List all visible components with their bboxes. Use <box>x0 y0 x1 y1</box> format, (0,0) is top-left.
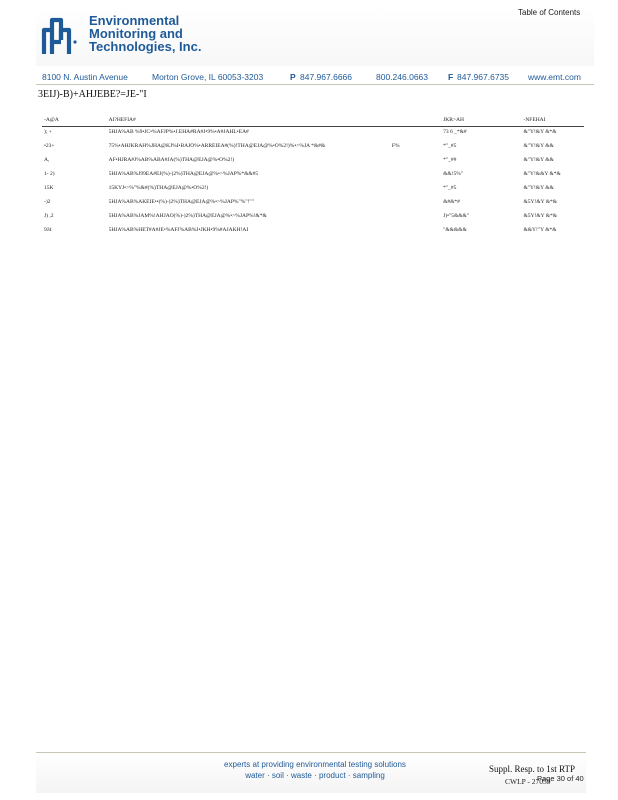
table-cell <box>390 183 441 197</box>
table-row <box>42 225 584 239</box>
tollfree-number: 800.246.0663 <box>376 72 428 82</box>
table-cell <box>390 225 441 239</box>
table-cell <box>390 169 441 183</box>
footer-divider <box>36 752 586 753</box>
bates-stamp: Suppl. Resp. to 1st RTP <box>489 764 575 774</box>
column-header <box>390 115 441 127</box>
table-cell: 5HJA%AB%HET#A#JE•%AFJ%AB%J•JKH•9%#AJAKH!AI <box>108 227 249 233</box>
table-cell: &5Y!&Y &*& <box>523 213 558 219</box>
table-cell: J)•"5&&&" <box>443 213 470 219</box>
table-cell: 1- 2) <box>44 171 55 177</box>
table-cell: -)2 <box>44 199 51 205</box>
company-name <box>89 14 201 53</box>
case-id-stamp: CWLP - 27059 <box>505 777 551 786</box>
table-cell <box>390 155 441 169</box>
table-row <box>42 141 584 155</box>
table-cell: &5Y!&Y &*& <box>523 199 558 205</box>
table-cell: *"_#5 <box>443 185 457 191</box>
table-cell <box>390 197 441 211</box>
page-number: Page 30 of 40 <box>537 774 584 783</box>
table-row <box>42 127 584 142</box>
table-cell: F% <box>391 143 400 149</box>
table-row <box>42 197 584 211</box>
table-cell: "&&&&& <box>443 227 467 233</box>
table-cell: 73 6 _*&# <box>443 129 467 135</box>
table-cell: &"Y!&Y &*& <box>523 129 557 135</box>
table-cell: &"Y!&Y && <box>523 157 554 163</box>
table-header-row <box>42 115 584 127</box>
table-of-contents-link[interactable]: Table of Contents <box>518 8 581 17</box>
table-cell: 15K <box>44 185 54 191</box>
table-cell: &#&*# <box>443 199 460 205</box>
emt-logo-icon <box>40 16 80 56</box>
table-cell: •23+ <box>44 143 55 149</box>
table-row <box>42 155 584 169</box>
table-cell: 5HJA%AB%JAM%!AHJAO(%)-)2%)THA@EJA@%•>%JAP%!&*& <box>108 213 267 219</box>
company-name-line-2: Monitoring and <box>89 26 183 41</box>
phone-number: 847.967.6666 <box>300 72 352 82</box>
table-cell: 9J4 <box>44 227 52 233</box>
column-header: JKR>AH <box>441 115 521 127</box>
table-cell: 75%•AHJKRAH%JHA@KJ%I•BAJO%•ARREIEA#(%)!THA@EJA@%•O%2!)%•>%JA *&#& <box>108 143 326 149</box>
table-cell: &"Y!&Y && <box>523 143 554 149</box>
table-cell: &&!5%" <box>443 171 464 177</box>
table-row <box>42 211 584 225</box>
phone-label: P <box>290 72 296 82</box>
fax-number: 847.967.6735 <box>457 72 509 82</box>
table-cell: A, <box>44 157 50 163</box>
table-row <box>42 183 584 197</box>
column-header: -NFEHAI <box>521 115 584 127</box>
column-header: AI?HEFIA# <box>107 115 390 127</box>
city-address: Morton Grove, IL 60053-3203 <box>152 72 264 82</box>
table-row <box>42 169 584 183</box>
footer-services: water · soil · waste · product · sampling <box>245 771 385 780</box>
company-name-line-1: Environmental <box>89 13 180 28</box>
fax-label: F <box>448 72 454 82</box>
table-cell: 5HJA%AB %9•JC•%AFJP%•J.EHA#RA#J•9%•A#JAHL•EA# <box>108 129 249 135</box>
table-cell: 15KYJ•>%"%&#(%)THA@EJA@%•O%2!) <box>108 185 209 191</box>
address-bar <box>36 66 594 85</box>
results-table <box>42 115 584 239</box>
table-cell: &"Y!&&Y &*& <box>523 171 561 177</box>
table-cell: &"Y!&Y && <box>523 185 554 191</box>
footer-tagline: experts at providing environmental testing solutions <box>224 760 406 769</box>
table-cell <box>390 211 441 225</box>
report-title: 3EIJ)-B)+AHJEBE?=JE-"I <box>38 89 147 100</box>
table-cell: 5HJA%AB%J99EA#EJ(%)-)2%)THA@EJA@%•>%JAP%*&&#5 <box>108 171 259 177</box>
table-cell: ); + <box>44 129 52 135</box>
website: www.emt.com <box>528 72 581 82</box>
table-cell: *"_## <box>443 157 457 163</box>
table-cell: AF•HJRA#J%AB%ABA#JA(%)THA@EJA@%•O%2!) <box>108 157 235 163</box>
table-cell <box>390 127 441 142</box>
table-cell: &&Y!"Y &*& <box>523 227 557 233</box>
table-cell: J) ,2 <box>44 213 54 219</box>
company-name-line-3: Technologies, Inc. <box>89 39 202 54</box>
street-address: 8100 N. Austin Avenue <box>42 72 128 82</box>
column-header: -A@A <box>42 115 107 127</box>
table-cell: *"_#5 <box>443 143 457 149</box>
table-cell: 5HJA%AB%AKEIE••(%)-)2%)THA@EJA@%•>%JAP%"%"!"" <box>108 199 254 205</box>
